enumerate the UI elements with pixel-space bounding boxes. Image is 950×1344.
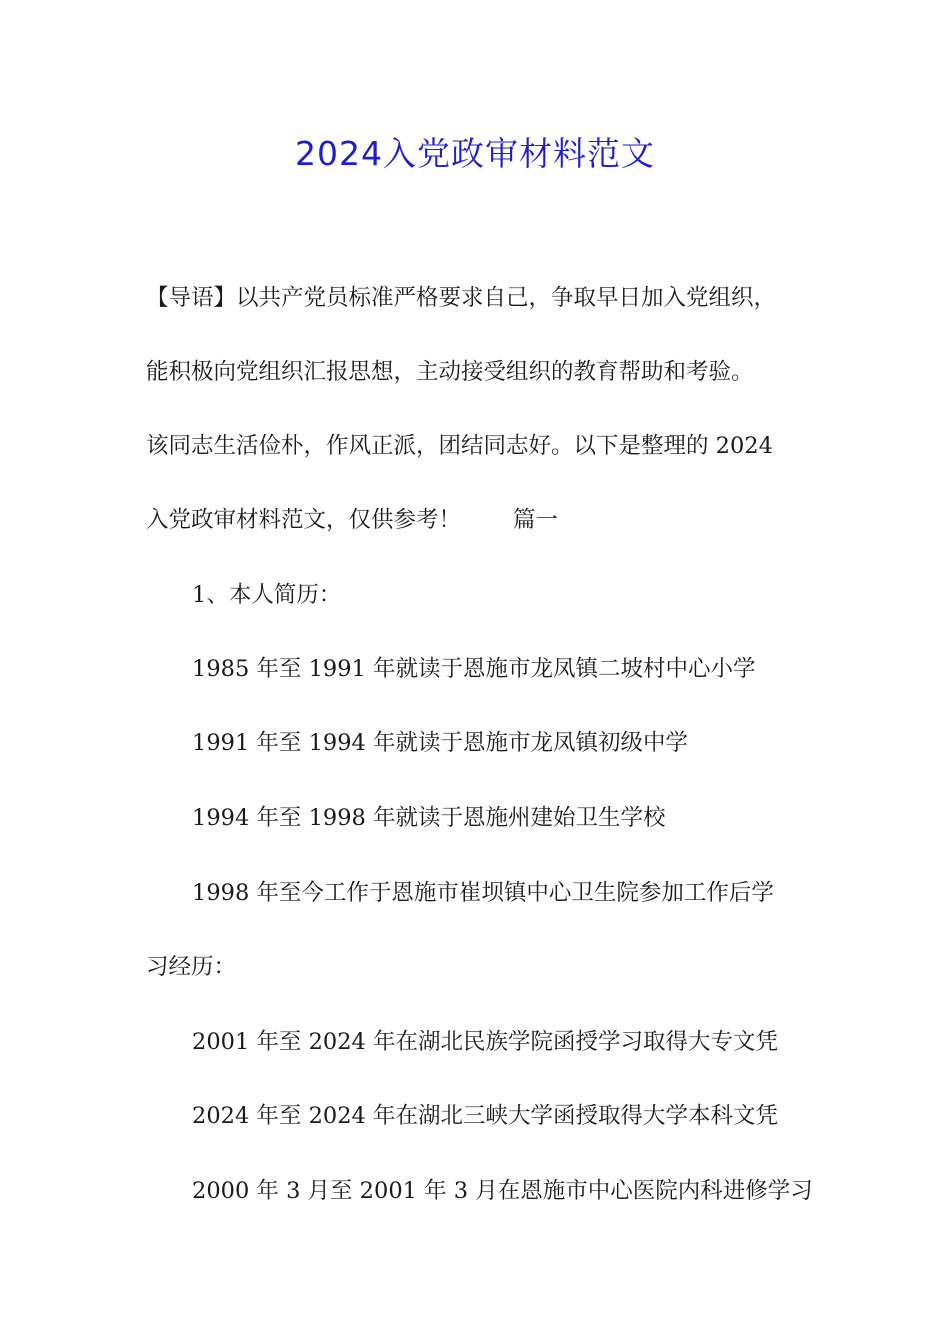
intro-line-2: 能积极向党组织汇报思想，主动接受组织的教育帮助和考验。: [146, 359, 754, 385]
study-item: 2001 年至 2024 年在湖北民族学院函授学习取得大专文凭: [192, 1029, 778, 1055]
resume-item: 1998 年至今工作于恩施市崔坝镇中心卫生院参加工作后学: [192, 880, 774, 906]
study-item: 2000 年 3 月至 2001 年 3 月在恩施市中心医院内科进修学习: [192, 1178, 813, 1204]
intro-line-4-text: 入党政审材料范文，仅供参考！: [146, 507, 462, 533]
resume-item: 1985 年至 1991 年就读于恩施市龙凤镇二坡村中心小学: [192, 656, 756, 682]
resume-continuation: 习经历：: [146, 954, 237, 980]
intro-line-1: 【导语】以共产党员标准严格要求自己，争取早日加入党组织，: [146, 285, 777, 311]
resume-heading: 1、本人简历：: [192, 582, 342, 608]
intro-line-3: 该同志生活俭朴，作风正派，团结同志好。以下是整理的 2024: [146, 433, 773, 459]
intro-line-4: [146, 500, 836, 540]
resume-item: 1994 年至 1998 年就读于恩施州建始卫生学校: [192, 805, 666, 831]
page-title: 2024入党政审材料范文: [295, 134, 655, 173]
section-label: 篇一: [513, 507, 559, 533]
study-item: 2024 年至 2024 年在湖北三峡大学函授取得大学本科文凭: [192, 1103, 778, 1129]
resume-item: 1991 年至 1994 年就读于恩施市龙凤镇初级中学: [192, 730, 688, 756]
